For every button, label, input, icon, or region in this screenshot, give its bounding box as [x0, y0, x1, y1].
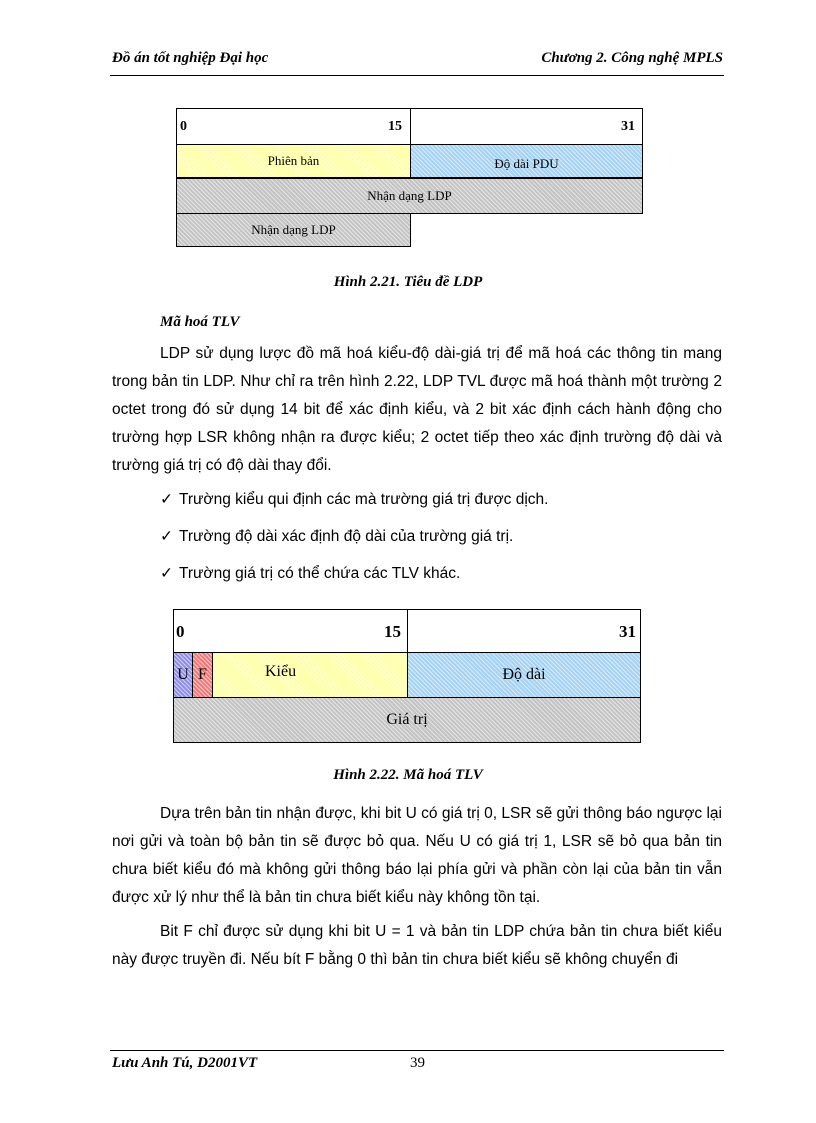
bit-31-label: 31 — [621, 119, 635, 134]
header-right: Chương 2. Công nghệ MPLS — [541, 50, 723, 66]
u-bit-field: U — [173, 652, 193, 698]
bit-0-label: 0 — [176, 622, 185, 641]
pdu-length-field: Độ dài PDU — [410, 144, 643, 178]
ldp-identifier-field: Nhận dạng LDP — [176, 178, 643, 214]
checkmark-icon: ✓ — [160, 565, 173, 582]
bits-first-half-cell — [176, 108, 411, 145]
paragraph-text: Bit F chỉ được sử dụng khi bit U = 1 và bản tin LDP chứa bản tin chưa biết kiểu này được truyền đi. Nếu bít F bằng 0 thì bản tin chưa biết kiểu sẽ không chuyển đi — [112, 923, 722, 968]
bullet-text: Trường giá trị có thể chứa các TLV khác. — [179, 565, 461, 582]
bullet-item — [160, 564, 460, 583]
bullet-item — [160, 490, 548, 509]
section-subheading: Mã hoá TLV — [160, 314, 240, 330]
header-left: Đồ án tốt nghiệp Đại học — [112, 50, 269, 66]
bullet-text: Trường độ dài xác định độ dài của trường giá trị. — [179, 528, 514, 545]
f-bit-field: F — [192, 652, 213, 698]
bit-15-label: 15 — [384, 622, 401, 641]
checkmark-icon: ✓ — [160, 491, 173, 508]
value-field: Giá trị — [173, 697, 641, 743]
footer-rule — [110, 1050, 724, 1051]
paragraph-f-bit — [112, 918, 722, 974]
bullet-item — [160, 527, 513, 546]
bullet-text: Trường kiểu qui định các mà trường giá trị được dịch. — [179, 491, 549, 508]
paragraph-tlv-intro — [112, 340, 722, 480]
figure-caption-2-22: Hình 2.22. Mã hoá TLV — [333, 767, 483, 783]
paragraph-u-bit — [112, 800, 722, 912]
checkmark-icon: ✓ — [160, 528, 173, 545]
bit-0-label: 0 — [180, 119, 187, 134]
length-field: Độ dài — [407, 652, 641, 698]
page-number: 39 — [410, 1055, 425, 1071]
bit-31-label: 31 — [619, 622, 636, 641]
paragraph-text: Dựa trên bản tin nhận được, khi bit U có giá trị 0, LSR sẽ gửi thông báo ngược lại nơi gửi và toàn bộ bản tin sẽ được bỏ qua. Nếu U có giá trị 1, LSR sẽ bỏ qua bản tin chưa biết kiểu đó mà không gửi thông báo lại phía gửi và phần còn lại của bản tin vẫn được xử lý như thể là bản tin chưa biết kiểu này không tồn tại. — [112, 805, 722, 906]
bits-second-half-cell — [410, 108, 643, 145]
bit-15-label: 15 — [388, 119, 402, 134]
bits-second-half-cell — [407, 609, 641, 653]
footer-author: Lưu Anh Tú, D2001VT — [112, 1055, 258, 1071]
ldp-identifier-field-half: Nhận dạng LDP — [176, 213, 411, 247]
type-field: Kiểu — [212, 652, 408, 698]
version-field: Phiên bản — [176, 144, 411, 178]
header-rule — [110, 75, 724, 76]
paragraph-text: LDP sử dụng lược đồ mã hoá kiểu-độ dài-giá trị để mã hoá các thông tin mang trong bản tin LDP. Như chỉ ra trên hình 2.22, LDP TVL được mã hoá thành một trường 2 octet trong đó sử dụng 14 bit để xác định kiểu, và 2 bit xác định cách hành động cho trường hợp LSR không nhận ra được kiểu; 2 octet tiếp theo xác định trường độ dài và trường giá trị có độ dài thay đổi. — [112, 345, 722, 474]
bits-first-half-cell — [173, 609, 408, 653]
figure-caption-2-21: Hình 2.21. Tiêu đề LDP — [333, 274, 483, 290]
